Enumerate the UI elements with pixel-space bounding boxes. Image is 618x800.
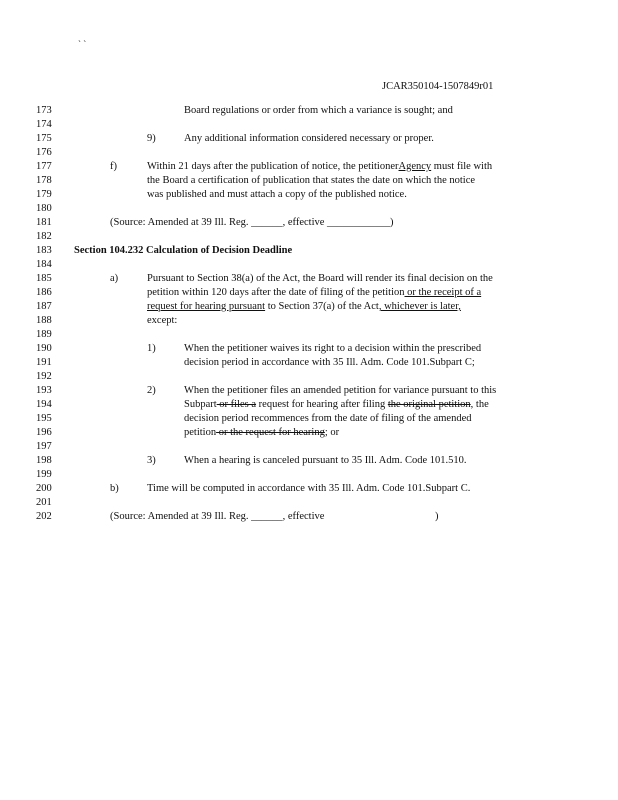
line-number: 197	[36, 441, 52, 452]
item-1-number: 1)	[147, 343, 156, 354]
item-9-number: 9)	[147, 133, 156, 144]
text-194-part-e: , the	[470, 399, 489, 410]
text-line-195: decision period recommences from the date of filing of the amended	[184, 413, 472, 424]
line-number: 190	[36, 343, 52, 354]
line-number: 180	[36, 203, 52, 214]
strikethrough-request-for-hearing: or the request for hearing	[216, 427, 325, 438]
text-177-part-a: Within 21 days after the publication of notice, the petitioner	[147, 161, 399, 172]
text-196-part-c: ; or	[324, 427, 340, 438]
text-187-part-b: to Section 37(a) of the Act	[265, 301, 379, 312]
line-number: 196	[36, 427, 52, 438]
source-note-2: (Source: Amended at 39 Ill. Reg. ______, effective	[110, 511, 325, 522]
text-line-200: Time will be computed in accordance with 35 Ill. Adm. Code 101.Subpart C.	[147, 483, 471, 494]
text-194-part-c: request for hearing after filing	[256, 399, 388, 410]
document-id: JCAR350104-1507849r01	[382, 81, 494, 92]
text-177-part-c: must file with	[431, 161, 493, 172]
line-number: 187	[36, 301, 52, 312]
item-2-number: 2)	[147, 385, 156, 396]
line-number: 177	[36, 161, 52, 172]
line-number: 202	[36, 511, 52, 522]
line-number: 176	[36, 147, 52, 158]
underlined-request-for-hearing: request for hearing pursuant	[147, 301, 266, 312]
item-9-text: Any additional information considered necessary or proper.	[184, 133, 434, 144]
strikethrough-or-files-a: or files a	[216, 399, 257, 410]
text-line-196	[184, 426, 339, 439]
line-number: 175	[36, 133, 52, 144]
source-note-1: (Source: Amended at 39 Ill. Reg. ______, effective ____________)	[110, 217, 394, 228]
text-line-179: was published and must attach a copy of the published notice.	[147, 189, 407, 200]
text-line-193: When the petitioner files an amended petition for variance pursuant to this	[184, 385, 497, 396]
line-number: 179	[36, 189, 52, 200]
line-number: 188	[36, 315, 52, 326]
text-line-178: the Board a certification of publication that states the date on which the notice	[147, 175, 476, 186]
line-number: 189	[36, 329, 52, 340]
line-number: 193	[36, 385, 52, 396]
line-number: 200	[36, 483, 52, 494]
line-number: 198	[36, 455, 52, 466]
text-186-part-a: petition within 120 days after the date of filing of the petition	[147, 287, 405, 298]
line-number: 184	[36, 259, 52, 270]
line-number: 173	[36, 105, 52, 116]
text-line-198: When a hearing is canceled pursuant to 35 Ill. Adm. Code 101.510.	[184, 455, 467, 466]
text-196-part-a: petition	[184, 427, 217, 438]
line-number: 181	[36, 217, 52, 228]
strikethrough-original-petition: the original petition	[387, 399, 471, 410]
text-194-part-a: Subpart	[184, 399, 217, 410]
item-3-number: 3)	[147, 455, 156, 466]
line-number: 174	[36, 119, 52, 130]
section-heading: Section 104.232 Calculation of Decision Deadline	[74, 245, 293, 256]
underlined-receipt-of-a: or the receipt of a	[404, 287, 482, 298]
text-line-177	[147, 160, 492, 173]
line-number: 194	[36, 399, 52, 410]
corner-mark: ` `	[78, 39, 87, 49]
underlined-whichever-is-later: , whichever is later,	[378, 301, 461, 312]
underlined-agency: Agency	[398, 161, 432, 172]
line-number: 185	[36, 273, 52, 284]
source-note-2-close: )	[435, 511, 439, 522]
line-number: 191	[36, 357, 52, 368]
text-line-173: Board regulations or order from which a variance is sought; and	[184, 105, 453, 116]
line-number: 199	[36, 469, 52, 480]
line-number: 186	[36, 287, 52, 298]
subsection-b-label: b)	[110, 483, 119, 494]
line-number: 183	[36, 245, 52, 256]
text-line-185: Pursuant to Section 38(a) of the Act, the Board will render its final decision on the	[147, 273, 493, 284]
text-line-194	[184, 398, 489, 411]
line-number: 201	[36, 497, 52, 508]
line-number: 182	[36, 231, 52, 242]
line-number: 178	[36, 175, 52, 186]
subsection-a-label: a)	[110, 273, 119, 284]
text-line-191: decision period in accordance with 35 Ill. Adm. Code 101.Subpart C;	[184, 357, 475, 368]
line-number: 195	[36, 413, 52, 424]
text-line-188: except:	[147, 315, 178, 326]
subsection-f-label: f)	[110, 161, 117, 172]
text-line-190: When the petitioner waives its right to a decision within the prescribed	[184, 343, 482, 354]
line-number: 192	[36, 371, 52, 382]
text-line-186	[147, 286, 481, 299]
text-line-187	[147, 300, 461, 313]
